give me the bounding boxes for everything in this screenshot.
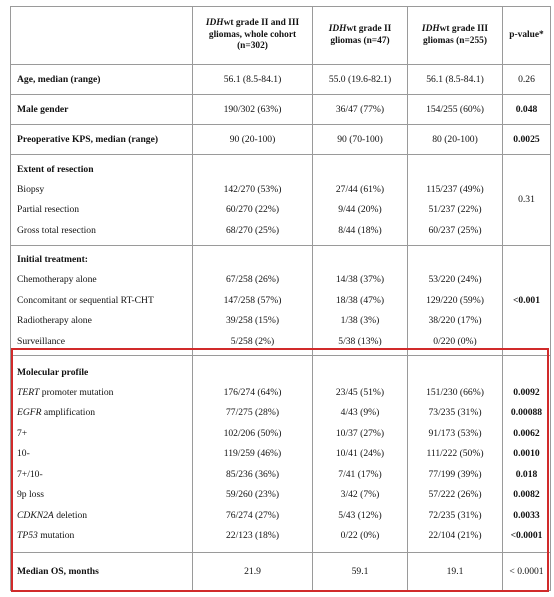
p-value: 0.0033 xyxy=(513,509,540,521)
cell-value: 77/199 (39%) xyxy=(428,468,482,480)
row-label: 10- xyxy=(17,448,30,459)
row-label: Age, median (range) xyxy=(11,65,193,95)
resection-col3 xyxy=(313,155,408,246)
p-value: 0.0010 xyxy=(513,448,540,459)
p-value: 0.00088 xyxy=(510,407,543,418)
row-label: EGFR amplification xyxy=(17,407,96,418)
cell-value: 115/237 (49%) xyxy=(426,183,484,195)
treatment-col2 xyxy=(193,246,313,356)
p-value: 0.26 xyxy=(503,65,551,95)
cell-value: 9/44 (20%) xyxy=(338,204,382,216)
p-value: 0.0062 xyxy=(513,427,540,439)
group-title: Extent of resection xyxy=(17,163,94,175)
row-label: Partial resection xyxy=(17,204,80,216)
row-label: 7+/10- xyxy=(17,468,43,480)
row-label: Preoperative KPS, median (range) xyxy=(11,125,193,155)
table-page xyxy=(10,6,550,591)
cell-value: 67/258 (26%) xyxy=(225,274,280,285)
row-label: Surveillance xyxy=(17,335,65,347)
cell-value: 68/270 (25%) xyxy=(225,224,280,236)
cell-value: 72/235 (31%) xyxy=(428,509,482,521)
cell-value: 38/220 (17%) xyxy=(428,315,482,326)
cell-value: 5/43 (12%) xyxy=(338,509,382,521)
cell-value: 85/236 (36%) xyxy=(225,468,280,480)
cell-value: 21.9 xyxy=(193,553,313,591)
cell-value: 129/220 (59%) xyxy=(426,294,484,306)
row-label: Chemotherapy alone xyxy=(17,274,97,285)
row-label: Radiotherapy alone xyxy=(17,315,92,326)
row-label: 9p loss xyxy=(17,489,44,500)
cell-value: 190/302 (63%) xyxy=(193,95,313,125)
molecular-col2 xyxy=(193,356,313,553)
molecular-labels xyxy=(11,356,193,553)
cell-value: 151/230 (66%) xyxy=(426,386,484,398)
resection-col4 xyxy=(408,155,503,246)
header-whole-cohort: IDHwt grade II and III gliomas, whole cohort (n=302) xyxy=(193,7,313,65)
table-row-treatment-group xyxy=(11,246,551,356)
cell-value: 39/258 (15%) xyxy=(225,315,280,326)
cell-value: 142/270 (53%) xyxy=(223,183,282,195)
p-value: 0.018 xyxy=(515,468,538,480)
cell-value: 59.1 xyxy=(313,553,408,591)
cell-value: 147/258 (57%) xyxy=(223,294,282,306)
cell-value: 73/235 (31%) xyxy=(428,407,482,418)
row-label: Median OS, months xyxy=(11,553,193,591)
table-row-resection-group xyxy=(11,155,551,246)
group-title: Molecular profile xyxy=(17,366,89,378)
cell-value: 55.0 (19.6-82.1) xyxy=(313,65,408,95)
cell-value: 102/206 (50%) xyxy=(223,427,282,439)
cell-value: 0/220 (0%) xyxy=(433,335,477,347)
group-title: Initial treatment: xyxy=(17,254,88,265)
row-label: Biopsy xyxy=(17,183,45,195)
table-row-kps xyxy=(11,125,551,155)
cell-value: 27/44 (61%) xyxy=(335,183,385,195)
table-row-age xyxy=(11,65,551,95)
cell-value: 80 (20-100) xyxy=(408,125,503,155)
p-value: <0.001 xyxy=(503,246,551,356)
cell-value: 19.1 xyxy=(408,553,503,591)
row-label: TERT promoter mutation xyxy=(17,386,114,398)
cell-value: 22/123 (18%) xyxy=(225,530,280,541)
cell-value: 90 (20-100) xyxy=(193,125,313,155)
cell-value: 57/222 (26%) xyxy=(428,489,482,500)
header-grade-ii: IDHwt grade II gliomas (n=47) xyxy=(313,7,408,65)
row-label: 7+ xyxy=(17,427,28,439)
molecular-col3 xyxy=(313,356,408,553)
cell-value: 22/104 (21%) xyxy=(428,530,482,541)
cell-value: 51/237 (22%) xyxy=(428,204,482,216)
p-value: < 0.0001 xyxy=(503,553,551,591)
cell-value: 23/45 (51%) xyxy=(335,386,385,398)
cell-value: 56.1 (8.5-84.1) xyxy=(408,65,503,95)
resection-labels xyxy=(11,155,193,246)
cell-value: 1/38 (3%) xyxy=(340,315,380,326)
cell-value: 5/258 (2%) xyxy=(230,335,275,347)
row-label: Gross total resection xyxy=(17,224,96,236)
cell-value: 36/47 (77%) xyxy=(313,95,408,125)
cell-value: 10/41 (24%) xyxy=(335,448,385,459)
cell-value: 154/255 (60%) xyxy=(408,95,503,125)
header-pvalue: p-value* xyxy=(503,7,551,65)
treatment-col3 xyxy=(313,246,408,356)
p-value: 0.048 xyxy=(503,95,551,125)
cell-value: 119/259 (46%) xyxy=(223,448,282,459)
table-row-molecular-group xyxy=(11,356,551,553)
cell-value: 77/275 (28%) xyxy=(225,407,280,418)
cell-value: 8/44 (18%) xyxy=(338,224,382,236)
p-value: 0.31 xyxy=(503,155,551,246)
row-label: Concomitant or sequential RT-CHT xyxy=(17,294,154,306)
cell-value: 176/274 (64%) xyxy=(223,386,282,398)
cell-value: 3/42 (7%) xyxy=(340,489,380,500)
row-label: Male gender xyxy=(11,95,193,125)
cell-value: 56.1 (8.5-84.1) xyxy=(193,65,313,95)
cell-value: 111/222 (50%) xyxy=(426,448,484,459)
p-value: 0.0092 xyxy=(513,386,540,398)
p-value: <0.0001 xyxy=(510,530,543,541)
header-grade-iii: IDHwt grade III gliomas (n=255) xyxy=(408,7,503,65)
header-row xyxy=(11,7,551,65)
cell-value: 5/38 (13%) xyxy=(338,335,382,347)
cohort-characteristics-table xyxy=(10,6,551,591)
cell-value: 53/220 (24%) xyxy=(428,274,482,285)
cell-value: 7/41 (17%) xyxy=(338,468,382,480)
cell-value: 60/237 (25%) xyxy=(428,224,482,236)
header-col1 xyxy=(11,7,193,65)
molecular-col4 xyxy=(408,356,503,553)
table-row-os xyxy=(11,553,551,591)
cell-value: 90 (70-100) xyxy=(313,125,408,155)
table-row-male xyxy=(11,95,551,125)
cell-value: 76/274 (27%) xyxy=(225,509,280,521)
cell-value: 18/38 (47%) xyxy=(335,294,385,306)
row-label: CDKN2A deletion xyxy=(17,509,88,521)
p-value: 0.0082 xyxy=(513,489,540,500)
treatment-labels xyxy=(11,246,193,356)
molecular-pvalues xyxy=(503,356,551,553)
cell-value: 14/38 (37%) xyxy=(335,274,385,285)
cell-value: 59/260 (23%) xyxy=(225,489,280,500)
cell-value: 91/173 (53%) xyxy=(428,427,482,439)
resection-col2 xyxy=(193,155,313,246)
cell-value: 4/43 (9%) xyxy=(340,407,380,418)
cell-value: 10/37 (27%) xyxy=(335,427,385,439)
cell-value: 0/22 (0%) xyxy=(340,530,380,541)
cell-value: 60/270 (22%) xyxy=(225,204,280,216)
row-label: TP53 mutation xyxy=(17,530,75,541)
treatment-col4 xyxy=(408,246,503,356)
p-value: 0.0025 xyxy=(503,125,551,155)
